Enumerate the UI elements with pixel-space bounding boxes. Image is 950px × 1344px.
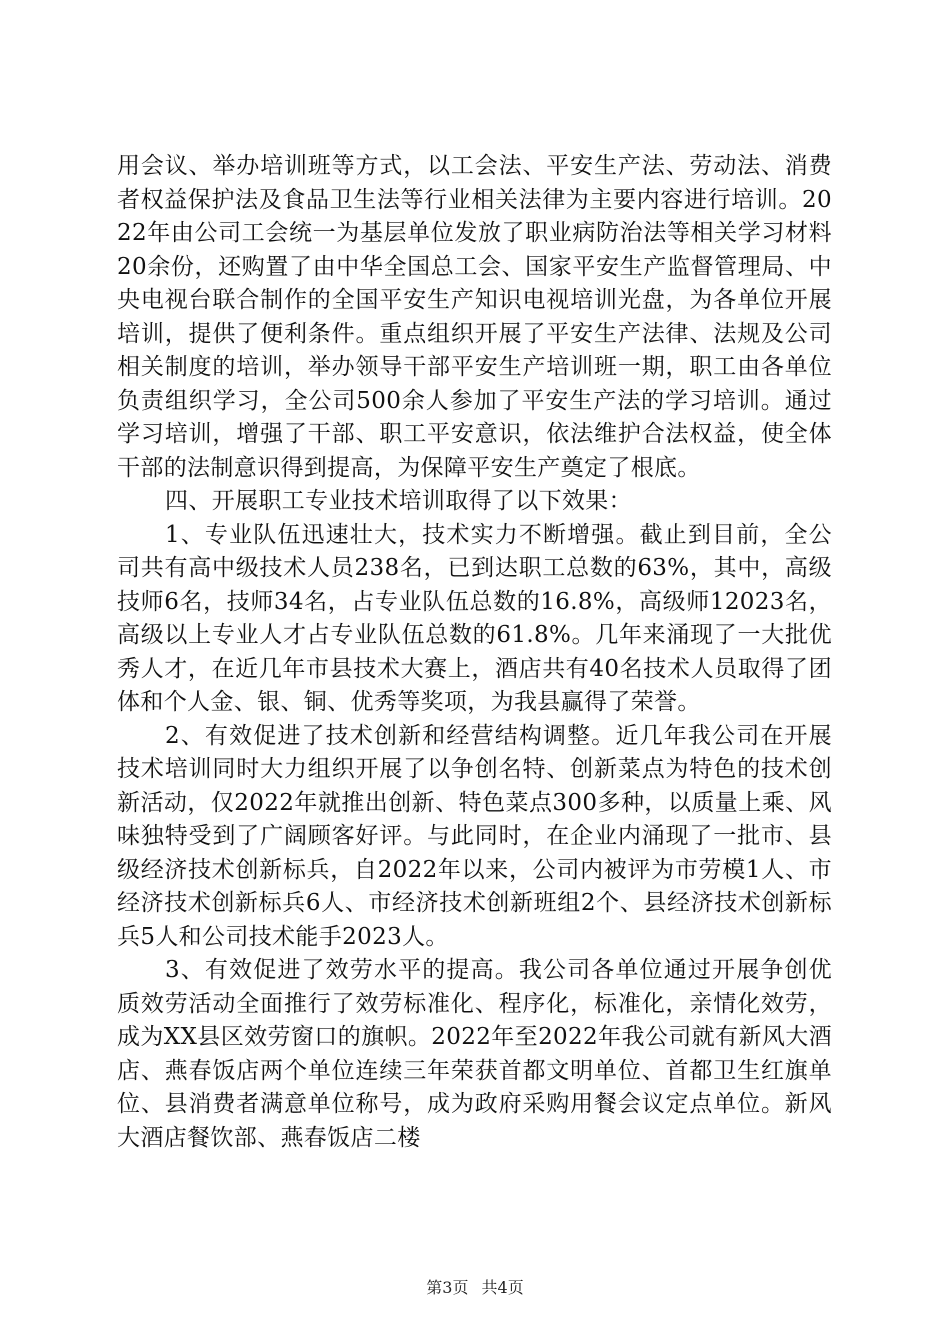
paragraph-legal-training: 用会议、举办培训班等方式，以工会法、平安生产法、劳动法、消费者权益保护法及食品卫生法等行业相关法律为主要内容进行培训。2022年由公司工会统一为基层单位发放了职业病防治法等相关学习材料20余份，还购置了由中华全国总工会、国家平安生产监督管理局、中央电视台联合制作的全国平安生产知识电视培训光盘，为各单位开展培训，提供了便利条件。重点组织开展了平安生产法律、法规及公司相关制度的培训，举办领导干部平安生产培训班一期，职工由各单位负责组织学习，全公司500余人参加了平安生产法的学习培训。通过学习培训，增强了干部、职工平安意识，依法维护合法权益，使全体干部的法制意识得到提高，为保障平安生产奠定了根底。 [117, 153, 832, 481]
paragraph-team-growth: 1、专业队伍迅速壮大，技术实力不断增强。截止到目前，全公司共有高中级技术人员238名，已到达职工总数的63%，其中，高级技师6名，技师34名，占专业队伍总数的16.8%，高级师12023名，高级以上专业人才占专业队伍总数的61.8%。几年来涌现了一大批优秀人才，在近几年市县技术大赛上，酒店共有40名技术人员取得了团体和个人金、银、铜、优秀等奖项，为我县赢得了荣誉。 [117, 521, 832, 715]
paragraph-tech-innovation: 2、有效促进了技术创新和经营结构调整。近几年我公司在开展技术培训同时大力组织开展了以争创名特、创新菜点为特色的技术创新活动，仅2022年就推出创新、特色菜点300多种，以质量上乘、风味独特受到了广阔顾客好评。与此同时，在企业内涌现了一批市、县级经济技术创新标兵，自2022年以来，公司内被评为市劳模1人、市经济技术创新标兵6人、市经济技术创新班组2个、县经济技术创新标兵5人和公司技术能手2023人。 [117, 722, 832, 950]
page-total: 共4页 [481, 1278, 524, 1297]
page-footer [0, 1275, 950, 1298]
section-heading-training-results: 四、开展职工专业技术培训取得了以下效果： [165, 488, 632, 514]
page-number: 第3页 [426, 1278, 469, 1297]
document-body [117, 150, 832, 1155]
paragraph-service-improvement: 3、有效促进了效劳水平的提高。我公司各单位通过开展争创优质效劳活动全面推行了效劳标准化、程序化，标准化，亲情化效劳，成为XX县区效劳窗口的旗帜。2022年至2022年我公司就有新风大酒店、燕春饭店两个单位连续三年荣获首都文明单位、首都卫生红旗单位、县消费者满意单位称号，成为政府采购用餐会议定点单位。新风大酒店餐饮部、燕春饭店二楼 [117, 957, 832, 1151]
